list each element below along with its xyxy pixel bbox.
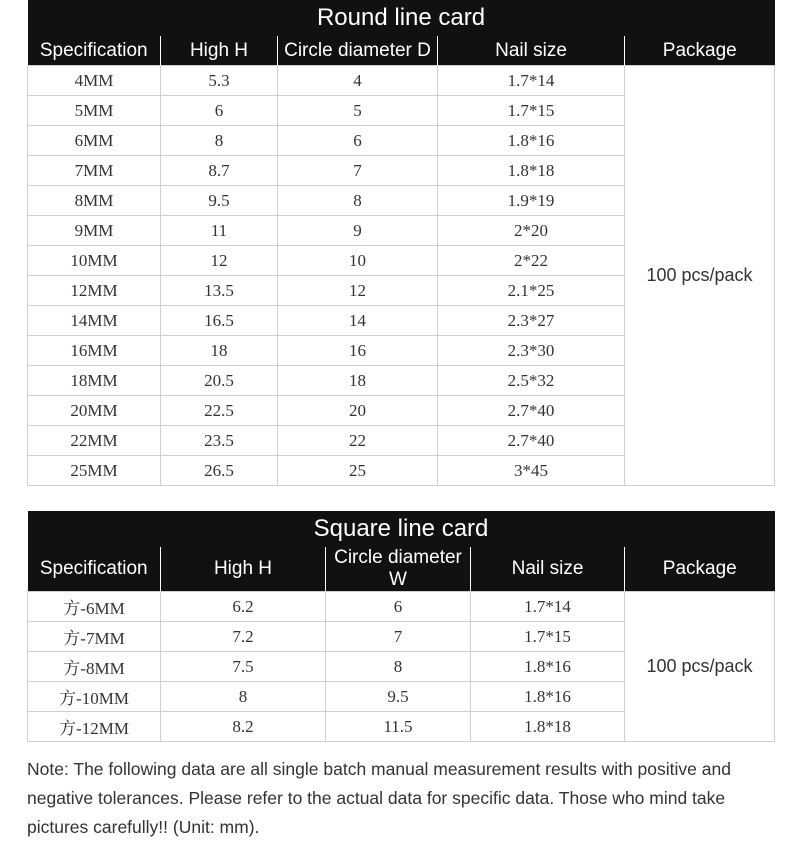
cell-spec: 20MM — [28, 396, 161, 426]
cell-nail-size: 1.7*14 — [438, 66, 625, 96]
cell-package: 100 pcs/pack — [625, 66, 775, 486]
header-package: Package — [625, 547, 775, 592]
square-line-card-table — [27, 511, 775, 742]
cell-package: 100 pcs/pack — [625, 592, 775, 742]
square-header-row — [28, 547, 775, 592]
cell-nail-size: 1.7*15 — [471, 622, 625, 652]
cell-high: 6 — [161, 96, 278, 126]
round-title-row — [28, 0, 775, 36]
cell-nail-size: 3*45 — [438, 456, 625, 486]
cell-nail-size: 2*20 — [438, 216, 625, 246]
cell-nail-size: 1.8*18 — [471, 712, 625, 742]
cell-nail-size: 2.1*25 — [438, 276, 625, 306]
cell-high: 11 — [161, 216, 278, 246]
cell-diameter: 4 — [278, 66, 438, 96]
cell-diameter: 12 — [278, 276, 438, 306]
cell-spec: 7MM — [28, 156, 161, 186]
cell-spec: 方-8MM — [28, 652, 161, 682]
cell-diameter: 8 — [326, 652, 471, 682]
cell-nail-size: 2.7*40 — [438, 426, 625, 456]
cell-high: 23.5 — [161, 426, 278, 456]
cell-high: 13.5 — [161, 276, 278, 306]
cell-high: 8.2 — [161, 712, 326, 742]
cell-nail-size: 2.7*40 — [438, 396, 625, 426]
cell-nail-size: 1.7*14 — [471, 592, 625, 622]
cell-diameter: 8 — [278, 186, 438, 216]
cell-spec: 方-6MM — [28, 592, 161, 622]
cell-diameter: 14 — [278, 306, 438, 336]
cell-nail-size: 2*22 — [438, 246, 625, 276]
cell-high: 8 — [161, 126, 278, 156]
cell-diameter: 25 — [278, 456, 438, 486]
square-table-title: Square line card — [28, 511, 775, 547]
cell-nail-size: 2.3*27 — [438, 306, 625, 336]
cell-diameter: 7 — [278, 156, 438, 186]
header-high: High H — [161, 547, 326, 592]
cell-diameter: 18 — [278, 366, 438, 396]
cell-nail-size: 1.8*16 — [471, 682, 625, 712]
cell-spec: 18MM — [28, 366, 161, 396]
cell-spec: 22MM — [28, 426, 161, 456]
cell-high: 8.7 — [161, 156, 278, 186]
cell-spec: 16MM — [28, 336, 161, 366]
header-specification: Specification — [28, 36, 161, 66]
cell-high: 7.5 — [161, 652, 326, 682]
cell-high: 6.2 — [161, 592, 326, 622]
cell-spec: 10MM — [28, 246, 161, 276]
cell-spec: 方-7MM — [28, 622, 161, 652]
header-high: High H — [161, 36, 278, 66]
cell-spec: 25MM — [28, 456, 161, 486]
cell-high: 12 — [161, 246, 278, 276]
cell-high: 7.2 — [161, 622, 326, 652]
round-table-title: Round line card — [28, 0, 775, 36]
header-nail-size: Nail size — [438, 36, 625, 66]
cell-diameter: 10 — [278, 246, 438, 276]
cell-high: 5.3 — [161, 66, 278, 96]
cell-nail-size: 1.7*15 — [438, 96, 625, 126]
header-diameter: Circle diameter D — [278, 36, 438, 66]
cell-spec: 4MM — [28, 66, 161, 96]
square-title-row — [28, 511, 775, 547]
cell-diameter: 22 — [278, 426, 438, 456]
cell-diameter: 11.5 — [326, 712, 471, 742]
cell-diameter: 20 — [278, 396, 438, 426]
cell-spec: 12MM — [28, 276, 161, 306]
round-header-row — [28, 36, 775, 66]
cell-spec: 14MM — [28, 306, 161, 336]
cell-nail-size: 2.3*30 — [438, 336, 625, 366]
cell-nail-size: 1.9*19 — [438, 186, 625, 216]
cell-nail-size: 1.8*16 — [471, 652, 625, 682]
header-package: Package — [625, 36, 775, 66]
table-row — [28, 66, 775, 96]
header-diameter: Circle diameter W — [326, 547, 471, 592]
cell-spec: 5MM — [28, 96, 161, 126]
cell-high: 8 — [161, 682, 326, 712]
cell-high: 22.5 — [161, 396, 278, 426]
cell-high: 26.5 — [161, 456, 278, 486]
cell-nail-size: 1.8*18 — [438, 156, 625, 186]
cell-spec: 方-12MM — [28, 712, 161, 742]
cell-high: 16.5 — [161, 306, 278, 336]
header-specification: Specification — [28, 547, 161, 592]
table-row — [28, 592, 775, 622]
cell-nail-size: 1.8*16 — [438, 126, 625, 156]
cell-high: 20.5 — [161, 366, 278, 396]
round-line-card-table — [27, 0, 775, 486]
cell-high: 9.5 — [161, 186, 278, 216]
cell-nail-size: 2.5*32 — [438, 366, 625, 396]
cell-spec: 方-10MM — [28, 682, 161, 712]
cell-high: 18 — [161, 336, 278, 366]
cell-spec: 8MM — [28, 186, 161, 216]
cell-diameter: 16 — [278, 336, 438, 366]
header-nail-size: Nail size — [471, 547, 625, 592]
measurement-note: Note: The following data are all single batch manual measurement results with positive and negative tolerances. Please refer to the actual data for specific data. Those who mind take pictures carefully!! (Unit: mm). — [27, 758, 731, 837]
cell-diameter: 6 — [326, 592, 471, 622]
cell-spec: 9MM — [28, 216, 161, 246]
cell-diameter: 5 — [278, 96, 438, 126]
cell-diameter: 6 — [278, 126, 438, 156]
cell-diameter: 7 — [326, 622, 471, 652]
cell-diameter: 9 — [278, 216, 438, 246]
cell-diameter: 9.5 — [326, 682, 471, 712]
cell-spec: 6MM — [28, 126, 161, 156]
